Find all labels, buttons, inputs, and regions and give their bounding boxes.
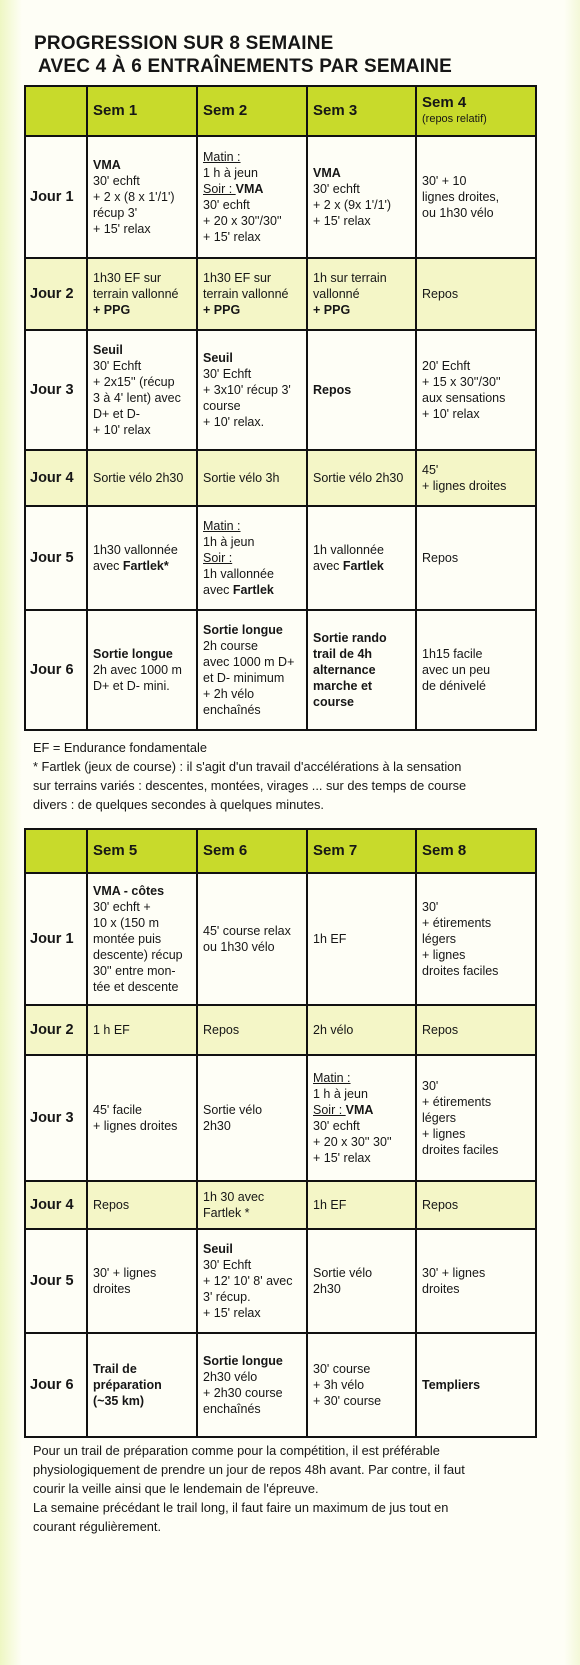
cell-text: droites <box>422 1282 460 1296</box>
table-cell <box>197 1229 307 1333</box>
table-row <box>25 1229 536 1333</box>
header-sem-4-label: Sem 4 <box>422 94 467 111</box>
cell-text: droites faciles <box>422 964 499 978</box>
cell-text: 30' course <box>313 1362 371 1376</box>
cell-text: + 10' relax <box>93 423 151 437</box>
table-cell <box>197 1333 307 1437</box>
cell-text: droites <box>93 1282 131 1296</box>
table-cell <box>87 873 197 1005</box>
cell-text: Matin : <box>313 1071 351 1085</box>
cell-text: 1h 30 avec <box>203 1190 265 1204</box>
day-label: Jour 2 <box>25 258 87 330</box>
cell-text: Sortie vélo 3h <box>203 471 280 485</box>
table-cell <box>416 136 536 258</box>
cell-text: 30' echft <box>313 182 360 196</box>
cell-text: 30' <box>422 900 439 914</box>
cell-text: enchaînés <box>203 703 261 717</box>
cell-text: avec <box>203 583 233 597</box>
cell-text: 30' Echft <box>203 1258 252 1272</box>
footer-line: Pour un trail de préparation comme pour la compétition, il est préférable <box>33 1443 440 1458</box>
cell-text: tée et descente <box>93 980 179 994</box>
cell-text: avec <box>93 559 123 573</box>
cell-text: avec <box>313 559 343 573</box>
cell-text: légers <box>422 1111 457 1125</box>
cell-text: + PPG <box>93 303 131 317</box>
table-cell <box>87 1181 197 1229</box>
cell-text: 30' Echft <box>93 359 142 373</box>
cell-text: 20' Echft <box>422 359 471 373</box>
table-cell <box>416 1005 536 1055</box>
header-sem-7: Sem 7 <box>307 829 416 873</box>
footer-line: physiologiquement de prendre un jour de repos 48h avant. Par contre, il faut <box>33 1462 465 1477</box>
cell-text: + 10' relax. <box>203 415 265 429</box>
cell-text: Trail de <box>93 1362 137 1376</box>
table-cell <box>307 1229 416 1333</box>
cell-text: + 2x15'' (récup <box>93 375 175 389</box>
day-label: Jour 5 <box>25 1229 87 1333</box>
table-cell <box>416 258 536 330</box>
cell-text: Soir : <box>203 182 236 196</box>
table-cell <box>87 330 197 450</box>
cell-text: 30' echft + <box>93 900 151 914</box>
table-cell <box>416 330 536 450</box>
cell-text: + 12' 10' 8' avec <box>203 1274 293 1288</box>
day-label: Jour 4 <box>25 450 87 506</box>
cell-text: aux sensations <box>422 391 506 405</box>
cell-text: + 2 x (8 x 1'/1') <box>93 190 175 204</box>
table-cell <box>197 873 307 1005</box>
table-cell <box>197 610 307 730</box>
day-label: Jour 6 <box>25 610 87 730</box>
cell-text: Matin : <box>203 519 241 533</box>
table-row <box>25 873 536 1005</box>
cell-text: Repos <box>422 551 459 565</box>
cell-text: + 2 x (9x 1'/1') <box>313 198 392 212</box>
cell-text: + 3x10' récup 3' <box>203 383 291 397</box>
table-row <box>25 1055 536 1181</box>
cell-text: + 2h vélo <box>203 687 255 701</box>
cell-text: + 15' relax <box>203 1306 261 1320</box>
cell-text: + 15' relax <box>313 1151 371 1165</box>
table-cell <box>416 610 536 730</box>
cell-text: 1h EF <box>313 932 347 946</box>
day-label: Jour 5 <box>25 506 87 610</box>
note-line: EF = Endurance fondamentale <box>33 740 207 755</box>
table-cell <box>87 258 197 330</box>
cell-text: Fartlek <box>342 559 384 573</box>
table-cell <box>416 1229 536 1333</box>
table-cell <box>197 1005 307 1055</box>
cell-text: 30' + lignes <box>422 1266 486 1280</box>
table-row <box>25 506 536 610</box>
cell-text: + 15' relax <box>93 222 151 236</box>
cell-text: ou 1h30 vélo <box>203 940 275 954</box>
table-cell <box>307 1333 416 1437</box>
table-cell <box>416 506 536 610</box>
footer-line: La semaine précédant le trail long, il faut faire un maximum de jus tout en <box>33 1500 449 1515</box>
cell-text: Repos <box>422 1198 459 1212</box>
cell-text: Soir : <box>313 1103 346 1117</box>
cell-text: VMA <box>235 182 264 196</box>
cell-text: Sortie longue <box>93 647 173 661</box>
cell-text: 1h vallonnée <box>313 543 384 557</box>
cell-text: Repos <box>203 1023 240 1037</box>
cell-text: VMA - côtes <box>93 884 165 898</box>
cell-text: terrain vallonné <box>93 287 179 301</box>
title-line-1: PROGRESSION SUR 8 SEMAINE <box>34 33 334 54</box>
cell-text: course <box>313 695 354 709</box>
cell-text: Soir : <box>203 551 233 565</box>
cell-text: Sortie longue <box>203 1354 283 1368</box>
cell-text: (~35 km) <box>93 1394 145 1408</box>
table-row <box>25 450 536 506</box>
note-line: sur terrains variés : descentes, montées, virages ... sur des temps de course <box>33 778 467 793</box>
cell-text: 2h course <box>203 639 258 653</box>
cell-text: 30' echft <box>93 174 140 188</box>
corner-cell <box>25 829 87 873</box>
table-cell <box>307 258 416 330</box>
footer-line: courir la veille ainsi que le lendemain de l'épreuve. <box>33 1481 319 1496</box>
notes <box>33 738 533 814</box>
note-line: divers : de quelques secondes à quelques minutes. <box>33 797 324 812</box>
header-sem-3: Sem 3 <box>307 86 416 136</box>
table-row <box>25 610 536 730</box>
table-cell <box>416 873 536 1005</box>
cell-text: Repos <box>93 1198 130 1212</box>
table-cell <box>87 450 197 506</box>
cell-text: Fartlek* <box>122 559 169 573</box>
cell-text: + 20 x 30'' 30'' <box>313 1135 392 1149</box>
cell-text: 3 à 4' lent) avec <box>93 391 181 405</box>
cell-text: 2h30 <box>313 1282 341 1296</box>
cell-text: trail de 4h <box>313 647 373 661</box>
table-cell <box>307 873 416 1005</box>
table-cell <box>197 136 307 258</box>
table-cell <box>87 1055 197 1181</box>
cell-text: + 15 x 30''/30'' <box>422 375 501 389</box>
cell-text: 45' facile <box>93 1103 142 1117</box>
table-cell <box>197 506 307 610</box>
cell-text: + étirements <box>422 916 492 930</box>
table-cell <box>307 1055 416 1181</box>
cell-text: + étirements <box>422 1095 492 1109</box>
cell-text: 1 h à jeun <box>203 166 258 180</box>
cell-text: Repos <box>422 287 459 301</box>
cell-text: droites faciles <box>422 1143 499 1157</box>
cell-text: 30' echft <box>313 1119 360 1133</box>
cell-text: ou 1h30 vélo <box>422 206 494 220</box>
table-row <box>25 330 536 450</box>
cell-text: Fartlek * <box>203 1206 250 1220</box>
cell-text: avec 1000 m D+ <box>203 655 295 669</box>
cell-text: Sortie vélo <box>313 1266 373 1280</box>
cell-text: marche et <box>313 679 373 693</box>
table-row <box>25 1005 536 1055</box>
cell-text: 1h sur terrain <box>313 271 387 285</box>
table-cell <box>307 610 416 730</box>
left-edge-tint <box>0 0 22 1665</box>
header-sem-4 <box>416 86 536 136</box>
cell-text: + 20 x 30''/30'' <box>203 214 282 228</box>
table-cell <box>307 1181 416 1229</box>
cell-text: Seuil <box>93 343 123 357</box>
cell-text: descente) récup <box>93 948 183 962</box>
cell-text: + 10' relax <box>422 407 480 421</box>
cell-text: + lignes <box>422 1127 466 1141</box>
cell-text: Matin : <box>203 150 241 164</box>
cell-text: 2h avec 1000 m <box>93 663 182 677</box>
header-sem-8: Sem 8 <box>416 829 536 873</box>
header-sem-1: Sem 1 <box>87 86 197 136</box>
training-table-weeks-5-8 <box>24 828 537 1438</box>
cell-text: Sortie rando <box>313 631 387 645</box>
cell-text: et D- minimum <box>203 671 285 685</box>
cell-text: avec un peu <box>422 663 491 677</box>
table-cell <box>197 1181 307 1229</box>
cell-text: 2h30 vélo <box>203 1370 258 1384</box>
cell-text: Repos <box>422 1023 459 1037</box>
day-label: Jour 4 <box>25 1181 87 1229</box>
cell-text: 45' course relax <box>203 924 291 938</box>
table-cell <box>307 450 416 506</box>
cell-text: Seuil <box>203 351 233 365</box>
page-title <box>34 32 554 78</box>
table-cell <box>307 506 416 610</box>
cell-text: 3' récup. <box>203 1290 251 1304</box>
cell-text: 30'' entre mon- <box>93 964 176 978</box>
corner-cell <box>25 86 87 136</box>
table-cell <box>197 450 307 506</box>
table-row <box>25 258 536 330</box>
cell-text: 30' + 10 <box>422 174 467 188</box>
cell-text: 2h vélo <box>313 1023 354 1037</box>
cell-text: 1h15 facile <box>422 647 483 661</box>
note-line: * Fartlek (jeux de course) : il s'agit d'un travail d'accélérations à la sensation <box>33 759 462 774</box>
cell-text: D+ et D- mini. <box>93 679 170 693</box>
table-cell <box>87 506 197 610</box>
cell-text: 1 h EF <box>93 1023 130 1037</box>
cell-text: Fartlek <box>232 583 274 597</box>
cell-text: 30' <box>422 1079 439 1093</box>
header-sem-5: Sem 5 <box>87 829 197 873</box>
cell-text: lignes droites, <box>422 190 500 204</box>
cell-text: VMA <box>93 158 121 172</box>
cell-text: vallonné <box>313 287 360 301</box>
cell-text: 1h vallonnée <box>203 567 274 581</box>
training-table-weeks-1-4 <box>24 85 537 731</box>
table-cell <box>197 258 307 330</box>
cell-text: 1h à jeun <box>203 535 255 549</box>
day-label: Jour 3 <box>25 330 87 450</box>
table-cell <box>87 610 197 730</box>
cell-text: terrain vallonné <box>203 287 289 301</box>
day-label: Jour 6 <box>25 1333 87 1437</box>
cell-text: Sortie vélo 2h30 <box>313 471 404 485</box>
cell-text: + PPG <box>203 303 241 317</box>
cell-text: + PPG <box>313 303 351 317</box>
cell-text: légers <box>422 932 457 946</box>
day-label: Jour 1 <box>25 136 87 258</box>
day-label: Jour 3 <box>25 1055 87 1181</box>
cell-text: Templiers <box>422 1378 481 1392</box>
header-sem-6: Sem 6 <box>197 829 307 873</box>
table-cell <box>87 1333 197 1437</box>
cell-text: enchaînés <box>203 1402 261 1416</box>
table-header-row <box>25 86 536 136</box>
table-row <box>25 136 536 258</box>
cell-text: 10 x (150 m <box>93 916 160 930</box>
table-row <box>25 1333 536 1437</box>
table-cell <box>307 330 416 450</box>
cell-text: 1h30 EF sur <box>203 271 272 285</box>
table-cell <box>307 136 416 258</box>
table-cell <box>87 1005 197 1055</box>
cell-text: + lignes <box>422 948 466 962</box>
table-row <box>25 1181 536 1229</box>
table-cell <box>416 1181 536 1229</box>
table-cell <box>416 1333 536 1437</box>
day-label: Jour 2 <box>25 1005 87 1055</box>
cell-text: récup 3' <box>93 206 138 220</box>
cell-text: 30' + lignes <box>93 1266 157 1280</box>
cell-text: de dénivelé <box>422 679 486 693</box>
cell-text: + 15' relax <box>313 214 371 228</box>
table-cell <box>87 136 197 258</box>
table-cell <box>416 1055 536 1181</box>
cell-text: préparation <box>93 1378 162 1392</box>
cell-text: Repos <box>313 383 352 397</box>
cell-text: D+ et D- <box>93 407 140 421</box>
footer-text <box>33 1441 538 1536</box>
header-sem-4-sub: (repos relatif) <box>422 113 487 125</box>
table-cell <box>87 1229 197 1333</box>
header-sem-2: Sem 2 <box>197 86 307 136</box>
cell-text: 30' Echft <box>203 367 252 381</box>
cell-text: + 30' course <box>313 1394 382 1408</box>
day-label: Jour 1 <box>25 873 87 1005</box>
cell-text: 1h30 EF sur <box>93 271 162 285</box>
table-header-row <box>25 829 536 873</box>
cell-text: + 3h vélo <box>313 1378 365 1392</box>
cell-text: + 15' relax <box>203 230 261 244</box>
cell-text: 1h EF <box>313 1198 347 1212</box>
cell-text: VMA <box>345 1103 374 1117</box>
cell-text: montée puis <box>93 932 162 946</box>
cell-text: + 2h30 course <box>203 1386 283 1400</box>
cell-text: course <box>203 399 241 413</box>
cell-text: alternance <box>313 663 376 677</box>
cell-text: 30' echft <box>203 198 250 212</box>
cell-text: 1h30 vallonnée <box>93 543 178 557</box>
cell-text: 45' <box>422 463 439 477</box>
footer-line: courant régulièrement. <box>33 1519 162 1534</box>
table-cell <box>416 450 536 506</box>
cell-text: Sortie vélo 2h30 <box>93 471 184 485</box>
right-edge-tint <box>564 0 580 1665</box>
table-cell <box>197 1055 307 1181</box>
cell-text: VMA <box>313 166 341 180</box>
cell-text: Sortie longue <box>203 623 283 637</box>
cell-text: 1 h à jeun <box>313 1087 368 1101</box>
cell-text: 2h30 <box>203 1119 231 1133</box>
table-cell <box>197 330 307 450</box>
cell-text: + lignes droites <box>422 479 507 493</box>
cell-text: Sortie vélo <box>203 1103 263 1117</box>
cell-text: Seuil <box>203 1242 233 1256</box>
table-cell <box>307 1005 416 1055</box>
title-line-2: AVEC 4 À 6 ENTRAÎNEMENTS PAR SEMAINE <box>38 56 452 77</box>
cell-text: + lignes droites <box>93 1119 178 1133</box>
